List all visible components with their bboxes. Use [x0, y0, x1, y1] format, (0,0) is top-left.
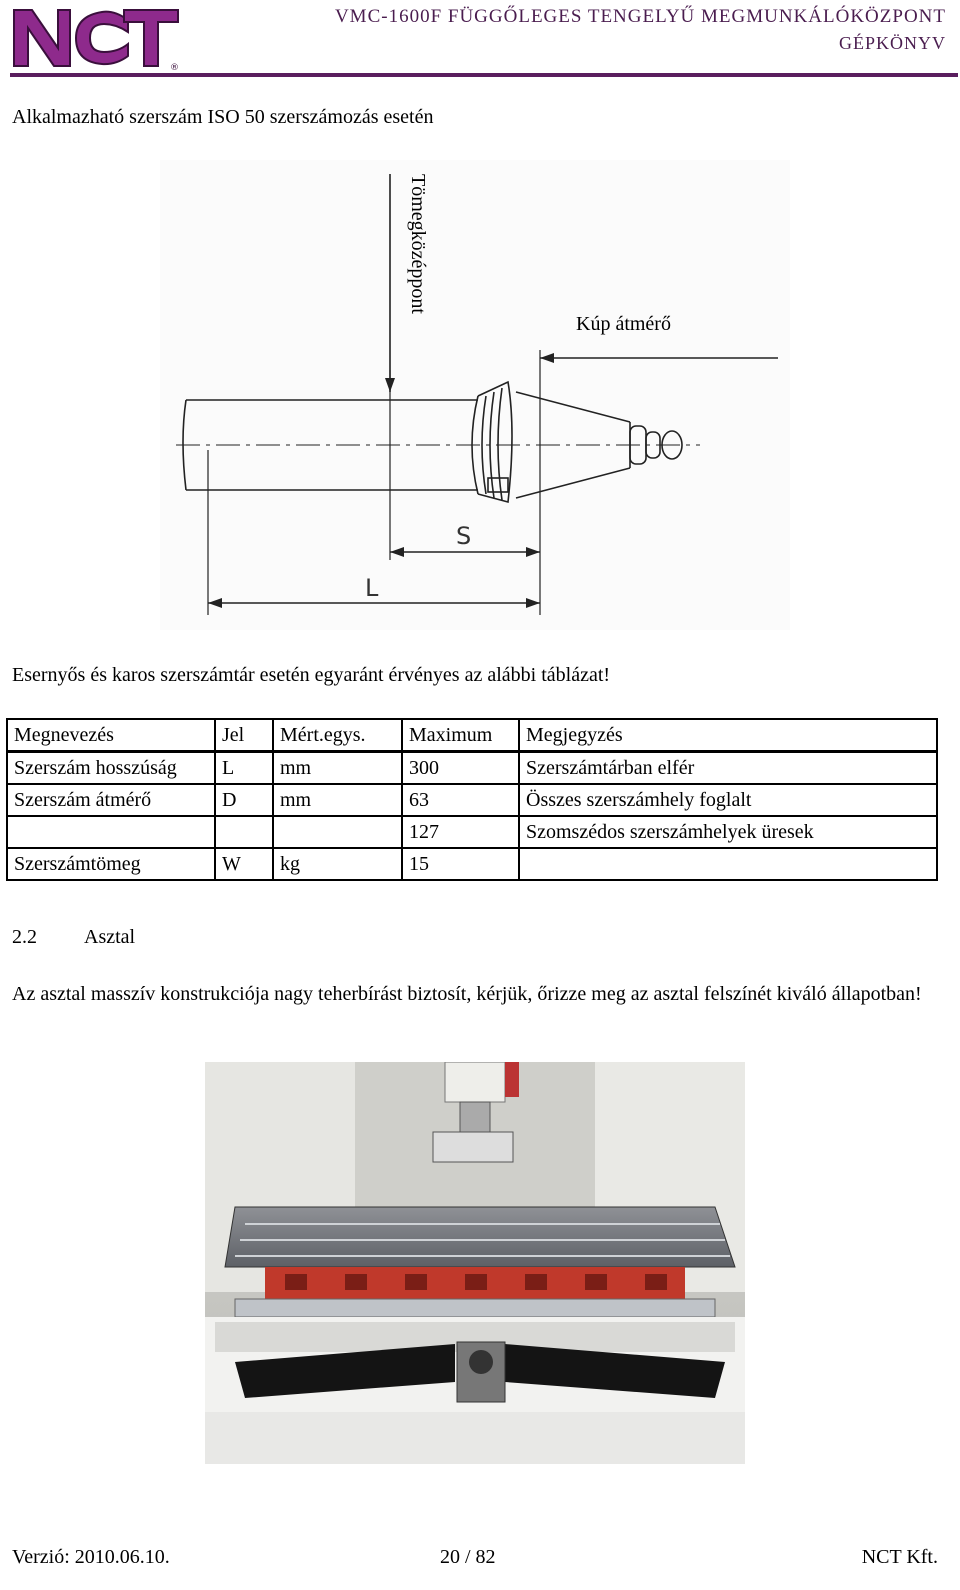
cell-unit	[273, 816, 402, 848]
dimension-l-label: L	[365, 574, 379, 602]
cell-symbol	[215, 816, 273, 848]
cell-max: 15	[402, 848, 519, 880]
document-subtitle: GÉPKÖNYV	[839, 33, 946, 53]
header-name: Megnevezés	[7, 719, 215, 752]
dimension-s-label: S	[456, 522, 472, 550]
table-note: Esernyős és karos szerszámtár esetén egyaránt érvényes az alábbi táblázat!	[12, 664, 611, 686]
section-heading	[12, 926, 135, 949]
header-block	[335, 6, 946, 54]
cone-diameter-label: Kúp átmérő	[576, 313, 671, 335]
table-row	[7, 816, 937, 848]
cell-note: Szomszédos szerszámhelyek üresek	[519, 816, 937, 848]
machine-table-photo	[205, 1062, 745, 1464]
cell-max: 300	[402, 752, 519, 785]
cell-unit: kg	[273, 848, 402, 880]
cell-name: Szerszámtömeg	[7, 848, 215, 880]
cell-name	[7, 816, 215, 848]
cell-symbol: L	[215, 752, 273, 785]
mass-center-label: Tömegközéppont	[407, 174, 429, 314]
cell-unit: mm	[273, 752, 402, 785]
table-row	[7, 752, 937, 785]
section-title: Asztal	[84, 926, 136, 948]
section-paragraph: Az asztal masszív konstrukciója nagy teherbírást biztosít, kérjük, őrizze meg az asztal felszínét kiváló állapotban!	[12, 983, 922, 1005]
cell-max: 127	[402, 816, 519, 848]
cell-note: Szerszámtárban elfér	[519, 752, 937, 785]
table-row	[7, 784, 937, 816]
cell-unit: mm	[273, 784, 402, 816]
header-maximum: Maximum	[402, 719, 519, 752]
header-unit: Mért.egys.	[273, 719, 402, 752]
section-number: 2.2	[12, 926, 37, 948]
table-header-row	[7, 719, 937, 752]
document-title: VMC-1600F FÜGGŐLEGES TENGELYŰ MEGMUNKÁLÓKÖZPONT	[334, 6, 946, 27]
iso-caption: Alkalmazható szerszám ISO 50 szerszámozás esetén	[12, 106, 434, 128]
cell-max: 63	[402, 784, 519, 816]
cell-note: Összes szerszámhely foglalt	[519, 784, 937, 816]
tool-spec-table	[6, 718, 938, 881]
header-rule	[10, 73, 958, 77]
footer-page-number: 20 / 82	[440, 1546, 496, 1568]
footer-company: NCT Kft.	[861, 1546, 938, 1568]
cell-name: Szerszám hosszúság	[7, 752, 215, 785]
cell-name: Szerszám átmérő	[7, 784, 215, 816]
tool-drawing	[160, 160, 790, 630]
svg-text:®: ®	[170, 63, 179, 72]
cell-symbol: W	[215, 848, 273, 880]
footer-version: Verzió: 2010.06.10.	[12, 1546, 170, 1568]
table-row	[7, 848, 937, 880]
header-note: Megjegyzés	[519, 719, 937, 752]
cell-note	[519, 848, 937, 880]
header-symbol: Jel	[215, 719, 273, 752]
nct-logo	[10, 2, 180, 72]
cell-symbol: D	[215, 784, 273, 816]
